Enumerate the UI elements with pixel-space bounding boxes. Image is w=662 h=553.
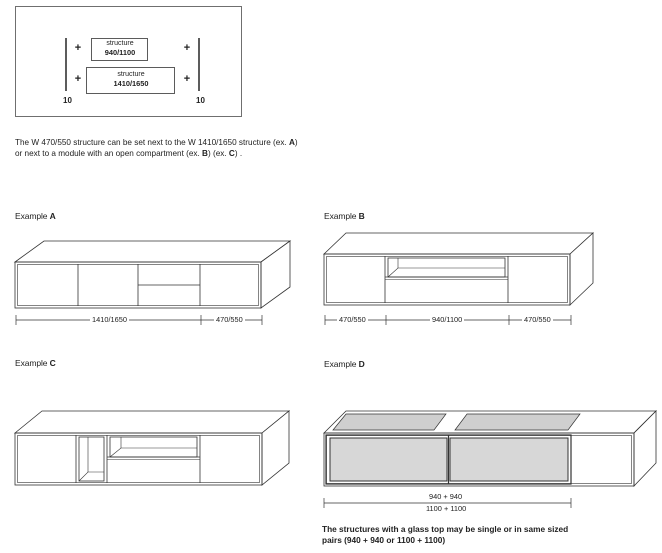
- structure-940-label: [92, 40, 148, 58]
- example-d-title: Example D: [324, 359, 365, 369]
- structure-1410-label: [87, 71, 175, 89]
- caption-line-1: The W 470/550 structure can be set next to the W 1410/1650 structure (ex. A): [15, 138, 298, 147]
- example-a-drawing: [15, 241, 290, 308]
- side-thickness-right: 10: [196, 96, 205, 105]
- example-d-dim-line-2: 1100 + 1100: [426, 504, 467, 513]
- example-a-dim-470: 470/550: [216, 315, 243, 324]
- structure-940-word: structure: [106, 40, 134, 47]
- glass-top-note: [322, 524, 568, 546]
- glass-top-1: [333, 414, 446, 430]
- glass-top-note-line-2: pairs (940 + 940 or 1100 + 1100): [322, 535, 446, 545]
- plus-sign-top-right: +: [183, 42, 191, 54]
- example-c-drawing: [15, 411, 289, 485]
- example-d-dim-line-1: 940 + 940: [429, 492, 463, 501]
- plus-sign-top-left: +: [74, 42, 82, 54]
- structure-1410-size: 1410/1650: [113, 78, 149, 88]
- structure-940-size: 940/1100: [104, 47, 136, 57]
- example-b-dim-470-left: 470/550: [339, 315, 366, 324]
- example-b-dim-940: 940/1100: [432, 315, 463, 324]
- side-thickness-left: 10: [63, 96, 72, 105]
- example-b-title: Example B: [324, 211, 365, 221]
- example-a-title: Example A: [15, 211, 56, 221]
- structure-1410-word: structure: [117, 71, 145, 78]
- glass-panel-2: [450, 438, 568, 481]
- diagram-frame: [16, 7, 242, 117]
- example-a-dim-1410: 1410/1650: [92, 315, 127, 324]
- glass-panel-1: [330, 438, 447, 481]
- glass-top-2: [455, 414, 580, 430]
- example-b-drawing: [324, 233, 593, 305]
- caption: [15, 137, 298, 159]
- plus-sign-bottom-left: +: [74, 73, 82, 85]
- glass-top-note-line-1: The structures with a glass top may be single or in same sized: [322, 524, 569, 534]
- plus-sign-bottom-right: +: [183, 73, 191, 85]
- caption-line-2: or next to a module with an open compartment (ex. B) (ex. C) .: [15, 149, 243, 158]
- example-b-dim-470-right: 470/550: [524, 315, 551, 324]
- example-d-drawing: [324, 411, 656, 486]
- example-c-title: Example C: [15, 358, 56, 368]
